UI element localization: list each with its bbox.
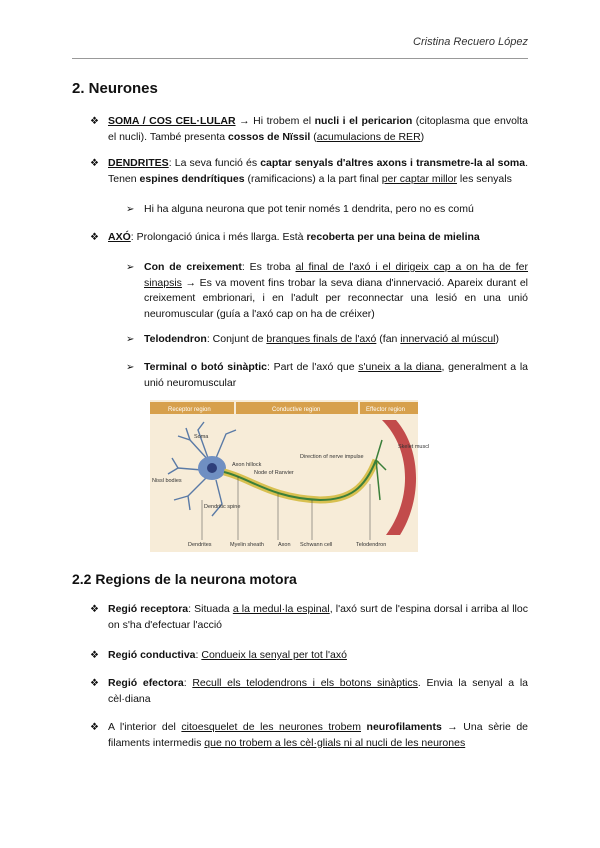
region-receptor-label: Receptor region [168, 407, 211, 413]
header-divider [72, 58, 528, 59]
bullet-neurofilaments [90, 720, 528, 751]
section-title-regions: 2.2 Regions de la neurona motora [72, 571, 297, 587]
con-text: Con de creixement: Es troba al final de l'axó i el dirigeix cap a on ha de fer sinapsis → Es va movent fins trobar la seva diana d'innervació. Apareix durant el creixement embrionari, i en l'adult per reconnectar una lesió en una unió neuromuscular (guía a l'axó cap on ha de créixer) [144, 261, 529, 320]
telodendron-text: Telodendron: Conjunt de branques finals de l'axó (fan innervació al múscul) [144, 333, 499, 345]
region-conductive-label: Conductive region [272, 407, 321, 413]
axo-text: AXÓ: Prolongació única i més llarga. Està recoberta per una beina de mielina [108, 231, 480, 243]
label-node: Node of Ranvier [254, 470, 294, 476]
label-soma: Soma [194, 434, 209, 440]
diamond-bullet-icon: ❖ [90, 232, 99, 243]
label-skeletal: Skelet muscl [398, 444, 430, 450]
label-direction: Direction of nerve impulse [300, 454, 364, 460]
label-dendritic-spine: Dendritic spine [204, 504, 241, 510]
section-title-neurones: 2. Neurones [72, 80, 158, 97]
conductiva-text: Regió conductiva: Condueix la senyal per tot l'axó [108, 649, 347, 661]
label-nissl: Nissl bodies [152, 478, 182, 484]
sub-bullet-dendrites [126, 202, 528, 218]
label-dendrites: Dendrites [188, 542, 212, 548]
diamond-bullet-icon: ❖ [90, 650, 99, 661]
bullet-dendrites [90, 156, 528, 187]
bullet-conductiva [90, 648, 528, 664]
arrow-bullet-icon: ➢ [126, 204, 135, 215]
dendrites-subtext: Hi ha alguna neurona que pot tenir només 1 dendrita, pero no es comú [144, 203, 474, 215]
receptora-text: Regió receptora: Situada a la medul·la espinal, l'axó surt de l'espina dorsal i arriba al lloc on s'ha d'efectuar l'acció [108, 603, 528, 631]
bullet-efectora [90, 676, 528, 707]
label-telodendron: Telodendron [356, 542, 387, 548]
nucleus-shape [207, 463, 217, 473]
diamond-bullet-icon: ❖ [90, 116, 99, 127]
arrow-bullet-icon: ➢ [126, 334, 135, 345]
label-axon-hillock: Axon hillock [232, 462, 262, 468]
diamond-bullet-icon: ❖ [90, 678, 99, 689]
arrow-bullet-icon: ➢ [126, 262, 135, 273]
sub-bullet-terminal [126, 360, 528, 391]
dendrites-text: DENDRITES: La seva funció és captar senyals d'altres axons i transmetre-la al soma. Tenen espines dendrítiques (ramificacions) a la part final per captar millor les senyals [108, 157, 528, 185]
bullet-axo [90, 230, 528, 246]
author-name: Cristina Recuero López [413, 36, 528, 48]
diamond-bullet-icon: ❖ [90, 158, 99, 169]
diamond-bullet-icon: ❖ [90, 604, 99, 615]
motor-neuron-figure [150, 400, 430, 552]
label-myelin: Myelin sheath [230, 542, 264, 548]
label-axon: Axon [278, 542, 291, 548]
sub-bullet-con [126, 260, 528, 322]
arrow-bullet-icon: ➢ [126, 362, 135, 373]
label-schwann: Schwann cell [300, 542, 333, 548]
neurofilaments-text: A l'interior del citoesquelet de les neurones trobem neurofilaments → Una sèrie de filaments intermedis que no trobem a les cèl·glials ni al nucli de les neurones [108, 721, 529, 749]
region-effector-label: Effector region [366, 407, 405, 413]
bullet-soma [90, 114, 528, 145]
bullet-receptora [90, 602, 528, 633]
terminal-text: Terminal o botó sinàptic: Part de l'axó que s'uneix a la diana, generalment a la unió neuromuscular [144, 361, 528, 389]
diamond-bullet-icon: ❖ [90, 722, 99, 733]
efectora-text: Regió efectora: Recull els telodendrons i els botons sinàptics. Envia la senyal a la cèl·diana [108, 677, 528, 705]
sub-bullet-telodendron [126, 332, 528, 348]
soma-text: SOMA / COS CEL·LULAR → Hi trobem el nucli i el pericarion (citoplasma que envolta el nucli). També presenta cossos de Nïssil (acumulacions de RER) [108, 115, 528, 143]
